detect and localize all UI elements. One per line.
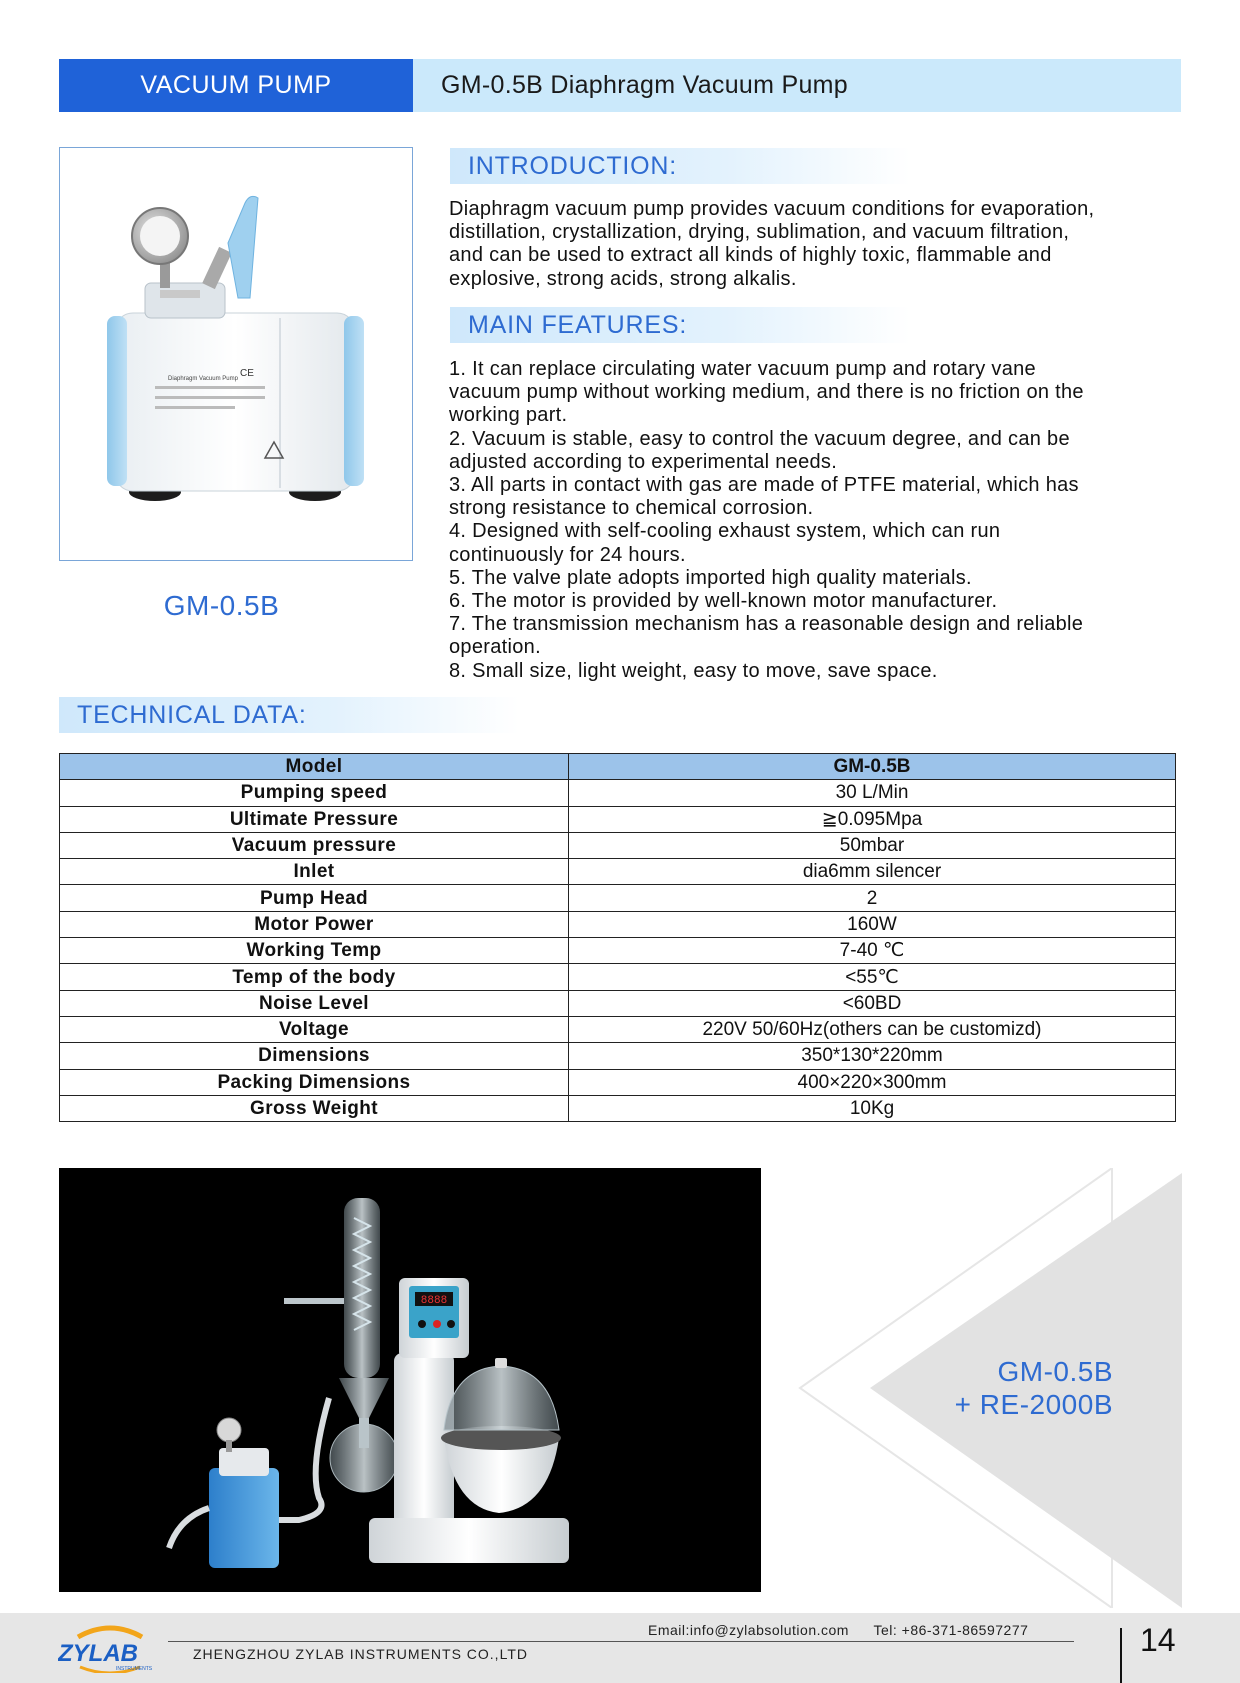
- contact-line: [648, 1622, 1028, 1638]
- spec-header-row: [60, 754, 1176, 780]
- feature-line: 2. Vacuum is stable, easy to control the vacuum degree, and can be: [449, 427, 1070, 450]
- spec-value: 30 L/Min: [569, 780, 1176, 806]
- spec-key: Pump Head: [60, 885, 569, 911]
- spec-key: Working Temp: [60, 938, 569, 964]
- feature-line: adjusted according to experimental needs.: [449, 450, 838, 473]
- features-heading-text: MAIN FEATURES:: [468, 310, 688, 339]
- footer-rule: [168, 1641, 1074, 1642]
- spec-key: Inlet: [60, 859, 569, 885]
- contact-email: Email:info@zylabsolution.com: [648, 1622, 849, 1638]
- introduction-text: [449, 198, 1189, 291]
- spec-value: dia6mm silencer: [569, 859, 1176, 885]
- product-title-banner: [413, 59, 1181, 112]
- spec-value: <55℃: [569, 964, 1176, 990]
- temperature-display: 8888: [420, 1295, 448, 1307]
- feature-line: 5. The valve plate adopts imported high quality materials.: [449, 566, 972, 589]
- feature-line: 1. It can replace circulating water vacuum pump and rotary vane: [449, 358, 1036, 380]
- diaphragm-pump-illustration: [60, 148, 411, 559]
- combo-caption-line: + RE-2000B: [954, 1389, 1113, 1420]
- spec-key: Packing Dimensions: [60, 1069, 569, 1095]
- spec-row: [60, 1095, 1176, 1121]
- features-list: [449, 358, 1189, 683]
- spec-key: Gross Weight: [60, 1095, 569, 1121]
- features-heading: [450, 307, 910, 343]
- contact-phone: Tel: +86-371-86597277: [873, 1622, 1029, 1638]
- technical-heading: [59, 697, 519, 733]
- feature-line: 4. Designed with self-cooling exhaust system, which can run: [449, 520, 1001, 543]
- system-photo: [59, 1168, 761, 1592]
- spec-row: [60, 780, 1176, 806]
- spec-key: Vacuum pressure: [60, 832, 569, 858]
- feature-line: 8. Small size, light weight, easy to move, save space.: [449, 659, 938, 682]
- spec-key: Dimensions: [60, 1043, 569, 1069]
- rotary-evaporator-illustration: [59, 1168, 761, 1592]
- logo-text: ZYLAB: [58, 1640, 138, 1667]
- spec-key: Noise Level: [60, 990, 569, 1016]
- feature-line: working part.: [449, 404, 568, 427]
- intro-line: and can be used to extract all kinds of highly toxic, flammable and: [449, 244, 1052, 267]
- intro-line: distillation, crystallization, drying, sublimation, and vacuum filtration,: [449, 221, 1070, 244]
- spec-row: [60, 885, 1176, 911]
- spec-value: GM-0.5B: [569, 754, 1176, 780]
- spec-row: [60, 806, 1176, 832]
- feature-line: 6. The motor is provided by well-known motor manufacturer.: [449, 590, 998, 613]
- spec-key: Ultimate Pressure: [60, 806, 569, 832]
- spec-row: [60, 859, 1176, 885]
- spec-value: 7-40 ℃: [569, 938, 1176, 964]
- intro-line: explosive, strong acids, strong alkalis.: [449, 267, 797, 290]
- spec-row: [60, 911, 1176, 937]
- spec-value: 400×220×300mm: [569, 1069, 1176, 1095]
- feature-line: operation.: [449, 636, 541, 659]
- category-title: VACUUM PUMP: [140, 71, 332, 99]
- spec-row: [60, 964, 1176, 990]
- spec-value: 10Kg: [569, 1095, 1176, 1121]
- spec-row: [60, 938, 1176, 964]
- spec-key: Motor Power: [60, 911, 569, 937]
- zylab-logo: [58, 1623, 163, 1673]
- logo-subtext: INSTRUMENTS: [116, 1666, 153, 1672]
- spec-key: Pumping speed: [60, 780, 569, 806]
- combo-caption: [900, 1355, 1113, 1421]
- combo-caption-line: GM-0.5B: [997, 1356, 1113, 1387]
- spec-value: 50mbar: [569, 832, 1176, 858]
- page-number: 14: [1140, 1622, 1176, 1658]
- feature-line: 7. The transmission mechanism has a reasonable design and reliable: [449, 613, 1084, 636]
- feature-line: 3. All parts in contact with gas are made of PTFE material, which has: [449, 474, 1079, 497]
- spec-row: [60, 1069, 1176, 1095]
- footer-bar: [0, 1613, 1240, 1683]
- product-title: GM-0.5B Diaphragm Vacuum Pump: [441, 71, 849, 99]
- spec-value: 2: [569, 885, 1176, 911]
- intro-line: Diaphragm vacuum pump provides vacuum conditions for evaporation,: [449, 198, 1095, 220]
- zylab-logo-mark: [58, 1623, 163, 1673]
- spec-value: 350*130*220mm: [569, 1043, 1176, 1069]
- introduction-heading: [450, 148, 910, 184]
- spec-key: Model: [60, 754, 569, 780]
- feature-line: vacuum pump without working medium, and there is no friction on the: [449, 381, 1084, 404]
- company-name: ZHENGZHOU ZYLAB INSTRUMENTS CO.,LTD: [193, 1646, 528, 1662]
- spec-row: [60, 1043, 1176, 1069]
- spec-key: Temp of the body: [60, 964, 569, 990]
- category-banner: [59, 59, 413, 112]
- introduction-heading-text: INTRODUCTION:: [468, 151, 677, 180]
- model-caption: GM-0.5B: [163, 590, 280, 621]
- nameplate-mark: CE: [240, 368, 254, 379]
- spec-row: [60, 832, 1176, 858]
- spec-value: 160W: [569, 911, 1176, 937]
- page-divider: [1120, 1628, 1122, 1683]
- spec-row: [60, 990, 1176, 1016]
- technical-heading-text: TECHNICAL DATA:: [77, 700, 307, 729]
- feature-line: strong resistance to chemical corrosion.: [449, 497, 814, 520]
- spec-value: ≧0.095Mpa: [569, 806, 1176, 832]
- spec-value: <60BD: [569, 990, 1176, 1016]
- product-image-frame: [59, 147, 413, 561]
- spec-table: [59, 753, 1176, 1122]
- nameplate-title: Diaphragm Vacuum Pump: [168, 376, 238, 382]
- spec-key: Voltage: [60, 1016, 569, 1042]
- feature-line: continuously for 24 hours.: [449, 543, 686, 566]
- spec-value: 220V 50/60Hz(others can be customizd): [569, 1016, 1176, 1042]
- spec-row: [60, 1016, 1176, 1042]
